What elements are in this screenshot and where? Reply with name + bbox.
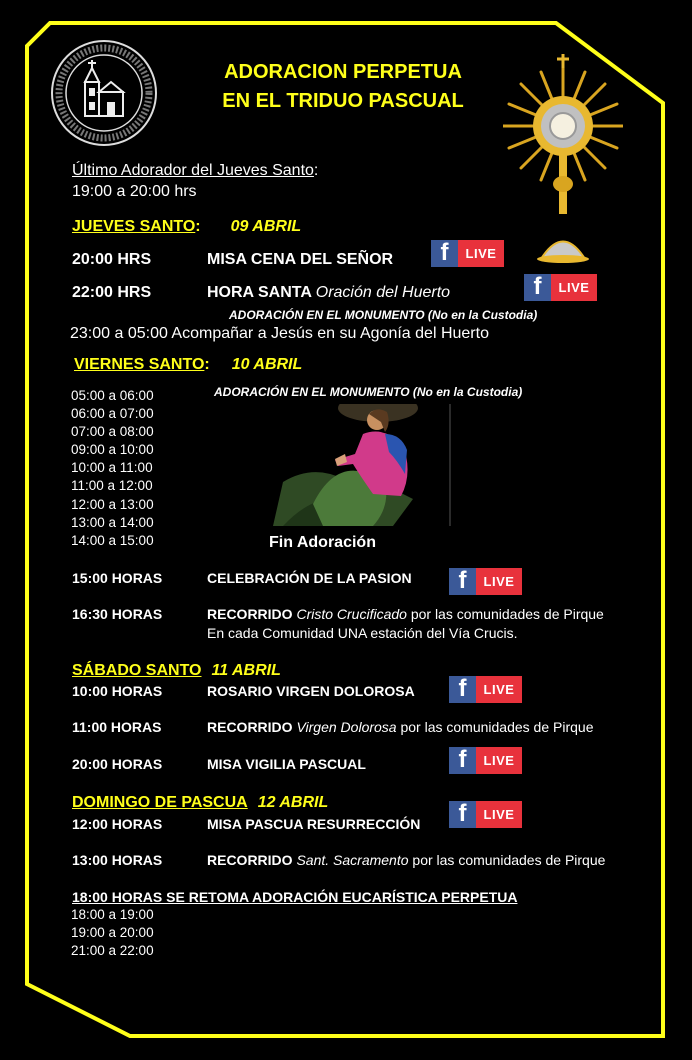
hour-slot: 06:00 a 07:00 [71,406,154,422]
jueves-colon: : [195,218,201,235]
domingo-name: DOMINGO DE PASCUA [72,794,248,811]
sabado-row3-event: MISA VIGILIA PASCUAL [207,756,366,772]
domingo-row1-event: MISA PASCUA RESURRECCIÓN [207,816,421,832]
live-label: LIVE [476,747,522,774]
jueves-note: ADORACIÓN EN EL MONUMENTO (No en la Custodia) [229,308,538,322]
hour-slot: 19:00 a 20:00 [71,925,154,941]
viernes-row2-event-name: RECORRIDO [207,606,293,622]
viernes-heading [74,356,302,374]
final-hours [71,906,154,960]
sabado-row2-detail: Virgen Dolorosa [296,719,397,735]
parish-logo [49,38,159,148]
hour-slot: 10:00 a 11:00 [71,460,153,476]
viernes-row2-rest: por las comunidades de Pirque [406,606,604,622]
viernes-note: ADORACIÓN EN EL MONUMENTO (No en la Custodia) [214,385,523,399]
domingo-heading [72,794,328,812]
jueves-date: 09 ABRIL [230,218,302,235]
live-label: LIVE [551,274,597,301]
sabado-row1-event: ROSARIO VIRGEN DOLOROSA [207,683,415,699]
jueves-vigil: 23:00 a 05:00 Acompañar a Jesús en su Agonía del Huerto [70,325,489,342]
domingo-row2-event-name: RECORRIDO [207,852,293,868]
facebook-live-button[interactable] [449,568,522,595]
live-label: LIVE [458,240,504,267]
facebook-live-button[interactable] [449,747,522,774]
jueves-name: JUEVES SANTO [72,218,196,235]
sabado-row2-rest: por las comunidades de Pirque [396,719,594,735]
viernes-name: VIERNES SANTO [74,356,205,373]
intro-label-text: Último Adorador del Jueves Santo [72,162,314,179]
viernes-date: 10 ABRIL [231,356,303,373]
page-title [193,58,493,116]
viernes-end: Fin Adoración [269,534,376,551]
jueves-row1-time: 20:00 HRS [72,251,152,268]
domingo-row1-time: 12:00 HORAS [72,816,163,832]
viernes-row1-time: 15:00 HORAS [72,570,163,586]
facebook-icon: f [449,676,476,703]
jueves-row2-detail: Oración del Huerto [315,284,451,301]
title-line-1: ADORACION PERPETUA [224,61,462,83]
hour-slot: 13:00 a 14:00 [71,514,154,530]
sabado-name: SÁBADO SANTO [72,662,202,679]
sabado-row3-time: 20:00 HORAS [72,756,163,772]
hour-slot: 09:00 a 10:00 [71,442,154,458]
facebook-icon: f [524,274,551,301]
sabado-row2-event [207,719,594,735]
viernes-row2-detail: Cristo Crucificado [296,606,407,622]
facebook-live-button[interactable] [524,274,597,301]
sabado-row2-event-name: RECORRIDO [207,719,293,735]
hour-slot: 11:00 a 12:00 [71,478,153,494]
domingo-row2-time: 13:00 HORAS [72,852,163,868]
sabado-heading [72,662,281,680]
hour-slot: 14:00 a 15:00 [71,532,154,548]
facebook-live-button[interactable] [449,801,522,828]
facebook-icon: f [449,747,476,774]
sabado-date: 11 ABRIL [211,662,281,679]
viernes-row2-time: 16:30 HORAS [72,606,163,622]
live-label: LIVE [476,676,522,703]
live-label: LIVE [476,568,522,595]
jueves-row2-event-name: HORA SANTA [207,284,312,301]
facebook-live-button[interactable] [449,676,522,703]
viernes-row2-event [207,606,604,622]
facebook-live-button[interactable] [431,240,504,267]
live-label: LIVE [476,801,522,828]
facebook-icon: f [449,568,476,595]
final-title: 18:00 HORAS SE RETOMA ADORACIÓN EUCARÍSTICA PERPETUA [72,889,518,905]
domingo-row2-event [207,852,605,868]
viernes-row1-event: CELEBRACIÓN DE LA PASION [207,570,412,586]
jueves-row2-event [207,284,450,302]
hour-slot: 18:00 a 19:00 [71,907,154,922]
domingo-row2-detail: Sant. Sacramento [296,852,409,868]
viernes-colon: : [204,356,210,373]
facebook-icon: f [431,240,458,267]
domingo-date: 12 ABRIL [257,794,329,811]
hour-slot: 05:00 a 06:00 [71,388,154,403]
title-line-2: EN EL TRIDUO PASCUAL [222,90,464,112]
jueves-row1-event: MISA CENA DEL SEÑOR [207,251,394,268]
hour-slot: 21:00 a 22:00 [71,943,154,959]
intro-colon: : [313,162,319,179]
viernes-row2-line2: En cada Comunidad UNA estación del Vía Crucis. [207,625,518,641]
hour-slot: 12:00 a 13:00 [71,496,154,512]
intro-time: 19:00 a 20:00 hrs [72,183,197,200]
monstrance-icon [503,54,623,264]
domingo-row2-rest: por las comunidades de Pirque [408,852,606,868]
jesus-praying-image [273,404,451,526]
intro-label [72,162,318,180]
sabado-row1-time: 10:00 HORAS [72,683,163,699]
facebook-icon: f [449,801,476,828]
sabado-row2-time: 11:00 HORAS [72,719,162,735]
jueves-row2-time: 22:00 HRS [72,284,152,301]
jueves-heading [72,218,301,236]
hour-slot: 07:00 a 08:00 [71,424,154,440]
viernes-hours [71,387,154,550]
